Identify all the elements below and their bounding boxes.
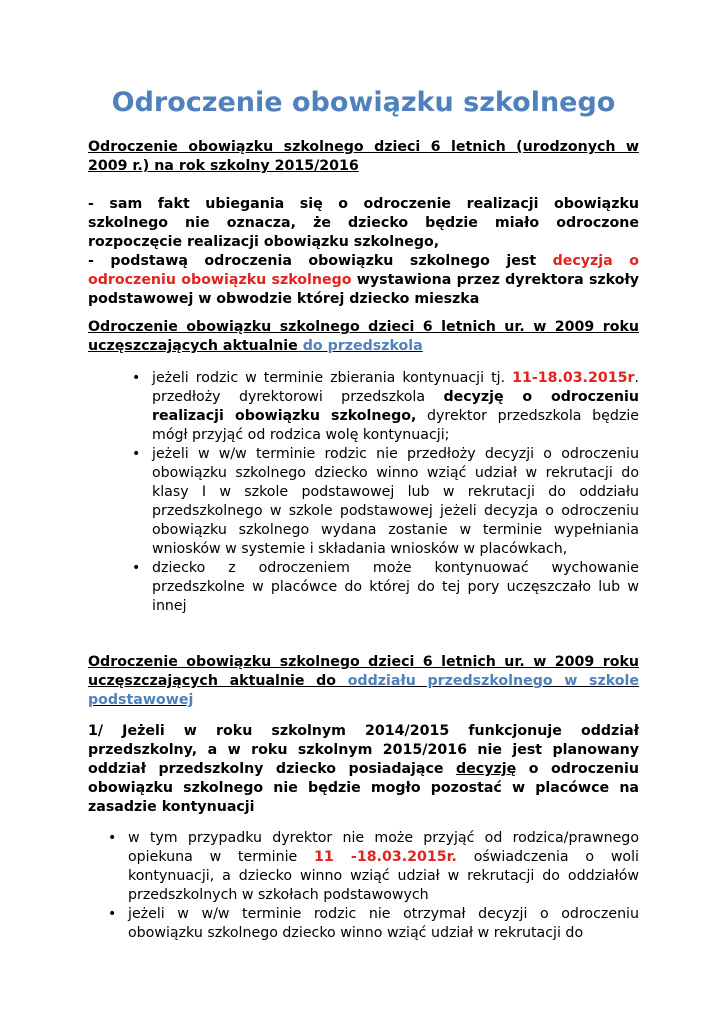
- kindergarten-link[interactable]: do przedszkola: [302, 338, 423, 354]
- point-1-text: 1/ Jeżeli w roku szkolnym 2014/2015 funkcjonuje oddział przedszkolny, a w roku szkolnym 2015/2016 nie jest planowany oddział przedszkolny dziecko posiadające decyzję o odroczeniu obowiązku szkolnego nie będzie mogło pozostać w placówce na zasadzie kontynuacji: [88, 723, 639, 815]
- bullet-icon: •: [108, 830, 117, 846]
- section-2-heading: Odroczenie obowiązku szkolnego dzieci 6 letnich ur. w 2009 roku uczęszczających aktualnie do przedszkola: [88, 319, 639, 354]
- section-1-heading: Odroczenie obowiązku szkolnego dzieci 6 letnich (urodzonych w 2009 r.) na rok szkolny 2015/2016: [88, 139, 639, 174]
- bullet-icon: •: [132, 370, 141, 386]
- section-1-body: [88, 195, 639, 309]
- section-2-heading-block: [88, 318, 639, 356]
- section-1: [88, 138, 639, 176]
- list-item: • jeżeli w w/w terminie rodzic nie otrzymał decyzji o odroczeniu obowiązku szkolnego dziecko winno wziąć udział w rekrutacji do: [108, 906, 639, 941]
- date-highlight: 11-18.03.2015r: [512, 370, 635, 386]
- list-item: • jeżeli w w/w terminie rodzic nie przedłoży decyzji o odroczeniu obowiązku szkolnego dziecko winno wziąć udział w rekrutacji do klasy I w szkole podstawowej lub w rekrutacji do oddziału przedszkolnego w szkole podstawowej jeżeli decyzja o odroczeniu obowiązku szkolnego wydana zostanie w terminie wypełniania wniosków w systemie i składania wniosków w placówkach,: [132, 446, 639, 557]
- bullet-icon: •: [132, 560, 141, 576]
- list-item: • dziecko z odroczeniem może kontynuować wychowanie przedszkolne w placówce do której do tej pory uczęszczało lub w innej: [132, 560, 639, 614]
- bullet-icon: •: [108, 906, 117, 922]
- section-1-para-2: - podstawą odroczenia obowiązku szkolnego jest decyzja o odroczeniu obowiązku szkolnego wystawiona przez dyrektora szkoły podstawowej w obwodzie której dziecko mieszka: [88, 253, 639, 307]
- school-unit-link[interactable]: oddziału przedszkolnego w szkole podstawowej: [88, 673, 639, 708]
- date-highlight: 11 -18.03.2015r.: [314, 849, 457, 865]
- section-3-list: [88, 829, 639, 943]
- list-item: • w tym przypadku dyrektor nie może przyjąć od rodzica/prawnego opiekuna w terminie 11 -18.03.2015r. oświadczenia o woli kontynuacji, a dziecko winno wziąć udział w rekrutacji do oddziałów przedszkolnych w szkołach podstawowych: [108, 830, 639, 903]
- section-2-list: [88, 369, 639, 616]
- page-title: Odroczenie obowiązku szkolnego: [111, 87, 616, 118]
- bullet-icon: •: [132, 446, 141, 462]
- section-1-para-1: - sam fakt ubiegania się o odroczenie realizacji obowiązku szkolnego nie oznacza, że dziecko będzie miało odroczone rozpoczęcie realizacji obowiązku szkolnego,: [88, 196, 639, 250]
- section-3-heading-block: [88, 653, 639, 710]
- section-3-point-1: [88, 722, 639, 817]
- list-item: • jeżeli rodzic w terminie zbierania kontynuacji tj. 11-18.03.2015r. przedłoży dyrektorowi przedszkola decyzję o odroczeniu realizacji obowiązku szkolnego, dyrektor przedszkola będzie mógł przyjąć od rodzica wolę kontynuacji;: [132, 370, 639, 443]
- decision-underlined: decyzję: [456, 761, 517, 777]
- section-3-heading: Odroczenie obowiązku szkolnego dzieci 6 letnich ur. w 2009 roku uczęszczających aktualnie do oddziału przedszkolnego w szkole podstawowej: [88, 654, 639, 708]
- decision-highlight: decyzja o odroczeniu obowiązku szkolnego: [88, 253, 639, 288]
